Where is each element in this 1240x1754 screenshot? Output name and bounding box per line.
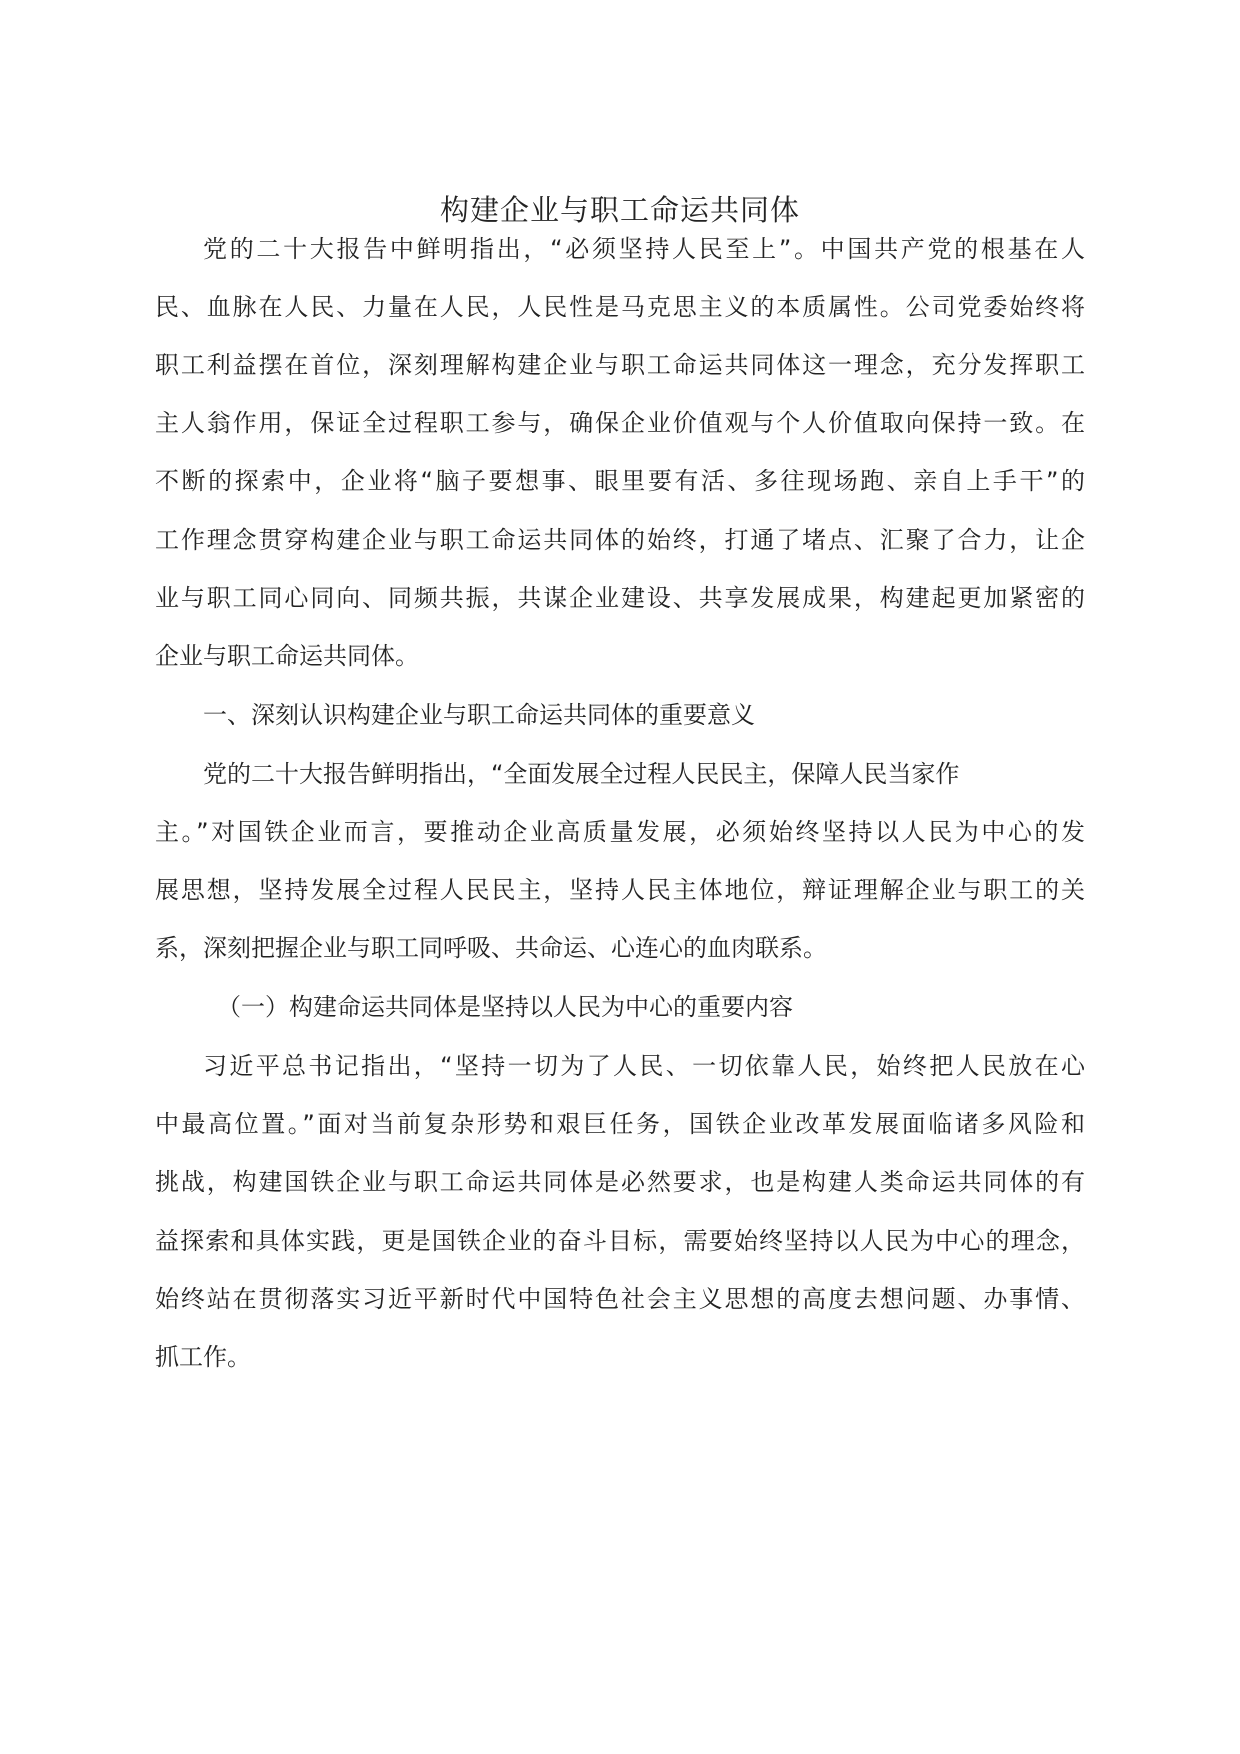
paragraph-line: 党的二十大报告鲜明指出，“全面发展全过程人民民主，保障人民当家作 [203,760,960,788]
document-title: 构建企业与职工命运共同体 [439,193,800,227]
paragraph-line: 职工利益摆在首位，深刻理解构建企业与职工命运共同体这一理念，充分发挥职工 [155,351,1085,379]
paragraph-line: 企业与职工命运共同体。 [155,642,419,670]
paragraph-line: 益探索和具体实践，更是国铁企业的奋斗目标，需要始终坚持以人民为中心的理念， [155,1227,1085,1255]
paragraph-line: 系，深刻把握企业与职工同呼吸、共命运、心连心的血肉联系。 [155,934,827,962]
paragraph-line: 主。”对国铁企业而言，要推动企业高质量发展，必须始终坚持以人民为中心的发 [155,818,1085,846]
paragraph-line: 业与职工同心同向、同频共振，共谋企业建设、共享发展成果，构建起更加紧密的 [155,584,1085,612]
subsection-heading: （一）构建命运共同体是坚持以人民为中心的重要内容 [217,993,793,1021]
paragraph-line: 挑战，构建国铁企业与职工命运共同体是必然要求，也是构建人类命运共同体的有 [155,1168,1085,1196]
paragraph-line: 不断的探索中，企业将“脑子要想事、眼里要有活、多往现场跑、亲自上手干”的 [155,467,1085,495]
paragraph-line: 习近平总书记指出，“坚持一切为了人民、一切依靠人民，始终把人民放在心 [203,1052,1085,1080]
paragraph-line: 抓工作。 [155,1343,251,1371]
paragraph-line: 中最高位置。”面对当前复杂形势和艰巨任务，国铁企业改革发展面临诸多风险和 [155,1110,1085,1138]
paragraph-line: 党的二十大报告中鲜明指出，“必须坚持人民至上”。中国共产党的根基在人 [203,235,1085,263]
paragraph-line: 民、血脉在人民、力量在人民，人民性是马克思主义的本质属性。公司党委始终将 [155,293,1085,321]
section-heading: 一、深刻认识构建企业与职工命运共同体的重要意义 [203,701,755,729]
paragraph-line: 工作理念贯穿构建企业与职工命运共同体的始终，打通了堵点、汇聚了合力，让企 [155,526,1085,554]
paragraph-line: 始终站在贯彻落实习近平新时代中国特色社会主义思想的高度去想问题、办事情、 [155,1285,1085,1313]
paragraph-line: 主人翁作用，保证全过程职工参与，确保企业价值观与个人价值取向保持一致。在 [155,409,1085,437]
paragraph-line: 展思想，坚持发展全过程人民民主，坚持人民主体地位，辩证理解企业与职工的关 [155,876,1085,904]
